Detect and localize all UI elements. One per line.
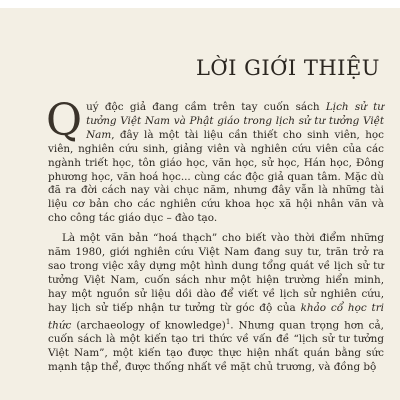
para2-text-2: (archaeology of knowledge)	[71, 319, 226, 332]
italic-term: khảo cổ học tri thức	[48, 301, 384, 332]
para2-text-1: Là một văn bản “hoá thạch” cho biết vào thời điểm những năm 1980, giới nghiên cứu Việt Nam đang suy tư, trăn trở ra sao trong việc xây dựng một hình dung tổng quát về lịch sử tư tưởng Việt Nam, cuốn sách như một hiện trường hiển minh, hay một nguồn sử liệu dồi dào để viết về lịch sử nghiên cứu, hay lịch sử tiếp nhận tư tưởng từ góc độ của	[48, 232, 384, 314]
para2-text-3: . Nhưng quan trọng hơn cả, cuốn sách là một kiến tạo tri thức về vấn đề “lịch sử tư tưởng Việt Nam”, một kiến tạo được thực hiện nhất quán bằng sức mạnh tập thể, được thống nhất về mặt chủ trương, và đồng bộ	[48, 319, 384, 373]
page-title: LỜI GIỚI THIỆU	[195, 56, 380, 80]
footnote-marker: 1	[225, 317, 231, 326]
page-top-border	[0, 0, 400, 8]
book-title: Lịch sử tư tưởng Việt Nam và Phật giáo trong lịch sử tư tưởng Việt Nam	[86, 101, 384, 141]
intro-text-2: , đây là một tài liệu cần thiết cho sinh viên, học viên, nghiên cứu sinh, giảng viên và nghiên cứu viên của các ngành triết học, tôn giáo học, văn học, sử học, Hán học, Đông phương học, văn hoá học... cùng các độc giả quan tâm. Mặc dù đã ra đời cách nay vài chục năm, nhưng đây vẫn là những tài liệu cơ bản cho các nghiên cứu khoa học xã hội nhân văn và cho công tác giáo dục – đào tạo.	[48, 128, 384, 225]
body-text	[46, 95, 384, 375]
second-paragraph	[48, 232, 384, 375]
intro-paragraph	[46, 95, 384, 226]
drop-cap: Q	[46, 95, 83, 146]
intro-text-1: uý độc giả đang cầm trên tay cuốn sách	[86, 101, 326, 113]
